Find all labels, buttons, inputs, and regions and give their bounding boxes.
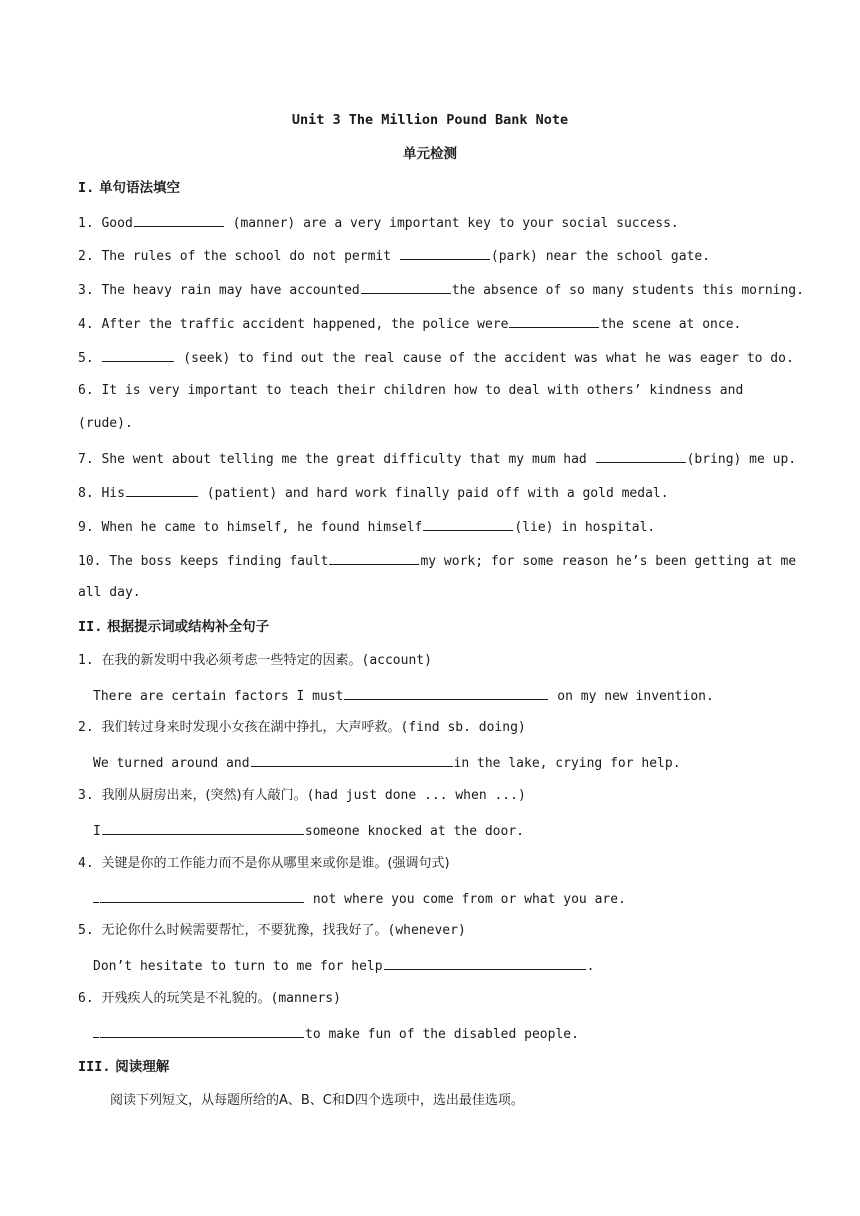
answer-2-4: not where you come from or what you are. — [93, 888, 799, 910]
answer-blank[interactable] — [100, 888, 304, 903]
prompt-2-4: 4. 关键是你的工作能力而不是你从哪里来或你是谁。(强调句式) — [78, 856, 450, 871]
prompt-2-2: 2. 我们转过身来时发现小女孩在湖中挣扎，大声呼救。(find sb. doing) — [78, 720, 526, 735]
question-1-1: 1. Good (manner) are a very important key to your social success. — [78, 212, 784, 234]
answer-blank[interactable] — [102, 347, 174, 362]
question-1-8: 8. His (patient) and hard work finally paid off with a gold medal. — [78, 482, 784, 504]
question-1-2: 2. The rules of the school do not permit (park) near the school gate. — [78, 245, 784, 267]
question-1-6: 6. It is very important to teach their children how to deal with others’ kindness and — [78, 383, 744, 398]
answer-blank[interactable] — [100, 1023, 304, 1038]
answer-blank[interactable] — [423, 516, 513, 531]
page-title: Unit 3 The Million Pound Bank Note — [291, 112, 569, 128]
answer-blank[interactable] — [344, 685, 548, 700]
question-1-9: 9. When he came to himself, he found himself (lie) in hospital. — [78, 516, 784, 538]
answer-blank[interactable] — [400, 245, 490, 260]
answer-blank[interactable] — [126, 482, 198, 497]
prompt-2-6: 6. 开残疾人的玩笑是不礼貌的。(manners) — [78, 991, 341, 1006]
section-3-heading: III. 阅读理解 — [78, 1059, 170, 1075]
answer-blank[interactable] — [361, 279, 451, 294]
answer-blank[interactable] — [329, 550, 419, 565]
answer-2-5: Don’t hesitate to turn to me for help . — [93, 955, 799, 977]
section-3-instruction: 阅读下列短文，从每题所给的A、B、C和D四个选项中，选出最佳选项。 — [110, 1093, 524, 1108]
answer-blank[interactable] — [134, 212, 224, 227]
answer-2-1: There are certain factors I must on my new invention. — [93, 685, 799, 707]
answer-blank[interactable] — [102, 820, 304, 835]
answer-blank[interactable] — [384, 955, 586, 970]
prompt-2-3: 3. 我刚从厨房出来，(突然)有人敲门。(had just done ... when ...) — [78, 788, 526, 803]
page-subtitle: 单元检测 — [403, 146, 457, 162]
answer-2-6: to make fun of the disabled people. — [93, 1023, 799, 1045]
question-1-4: 4. After the traffic accident happened, the police were the scene at once. — [78, 313, 784, 335]
answer-blank[interactable] — [509, 313, 599, 328]
answer-2-3: I someone knocked at the door. — [93, 820, 799, 842]
question-1-7: 7. She went about telling me the great difficulty that my mum had (bring) me up. — [78, 448, 784, 470]
answer-blank[interactable] — [596, 448, 686, 463]
answer-blank[interactable] — [251, 752, 453, 767]
prompt-2-5: 5. 无论你什么时候需要帮忙，不要犹豫，找我好了。(whenever) — [78, 923, 466, 938]
question-1-5: 5. (seek) to find out the real cause of the accident was what he was eager to do. — [78, 347, 784, 369]
section-2-heading: II. 根据提示词或结构补全句子 — [78, 619, 270, 635]
section-1-heading: I. 单句语法填空 — [78, 180, 180, 196]
question-1-3: 3. The heavy rain may have accounted the absence of so many students this morning. — [78, 279, 784, 301]
answer-2-2: We turned around and in the lake, crying for help. — [93, 752, 799, 774]
question-1-10-cont: all day. — [78, 585, 141, 600]
prompt-2-1: 1. 在我的新发明中我必须考虑一些特定的因素。(account) — [78, 653, 432, 668]
question-1-6-cont: (rude). — [78, 416, 133, 431]
question-1-10: 10. The boss keeps finding fault my work; for some reason he’s been getting at me — [78, 550, 784, 572]
